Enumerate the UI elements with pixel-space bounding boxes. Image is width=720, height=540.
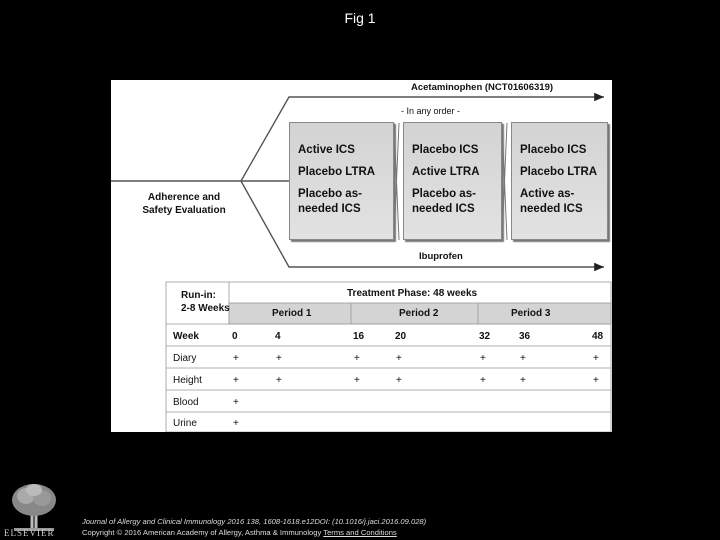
week-0: 0 (232, 331, 238, 342)
copyright-text: Copyright © 2016 American Academy of Allergy, Asthma & Immunology (82, 528, 322, 537)
runin-label: Run-in: 2-8 Weeks (181, 290, 230, 314)
schedule-row-diary: Diary (173, 353, 197, 364)
period-1-label: Period 1 (272, 308, 312, 319)
treatment-box-2: Placebo ICS Active LTRA Placebo as- needed ICS (403, 122, 502, 240)
mark-diary-16: + (354, 353, 360, 364)
mark-height-4: + (276, 375, 282, 386)
citation-block (82, 516, 426, 538)
mark-height-36: + (520, 375, 526, 386)
week-16: 16 (353, 331, 365, 342)
week-20: 20 (395, 331, 407, 342)
mark-height-32: + (480, 375, 486, 386)
week-32: 32 (479, 331, 491, 342)
order-note: - In any order - (401, 106, 461, 116)
mark-diary-48: + (593, 353, 599, 364)
mark-urine-0: + (233, 418, 239, 429)
mark-height-16: + (354, 375, 360, 386)
period-3-label: Period 3 (511, 308, 551, 319)
treatment-phase-label: Treatment Phase: 48 weeks (347, 288, 478, 299)
treatment-box-3: Placebo ICS Placebo LTRA Active as- needed ICS (511, 122, 608, 240)
mark-diary-0: + (233, 353, 239, 364)
publisher-name: ELSEVIER (4, 528, 55, 538)
mark-blood-0: + (233, 397, 239, 408)
adherence-label: Adherence and Safety Evaluation (142, 192, 226, 216)
schedule-row-blood: Blood (173, 397, 199, 408)
week-36: 36 (519, 331, 531, 342)
schedule-row-height: Height (173, 375, 202, 386)
figure-title: Fig 1 (344, 10, 376, 26)
mark-diary-32: + (480, 353, 486, 364)
figure-panel (111, 80, 612, 432)
ibuprofen-label: Ibuprofen (419, 251, 463, 262)
treatment-box-1: Active ICS Placebo LTRA Placebo as- needed ICS (289, 122, 394, 240)
acetaminophen-label: Acetaminophen (NCT01606319) (411, 82, 554, 93)
copyright-line (82, 527, 426, 538)
mark-height-20: + (396, 375, 402, 386)
period-2-label: Period 2 (399, 308, 439, 319)
citation-text: Journal of Allergy and Clinical Immunology 2016 138, 1608-1618.e12DOI: (10.1016/j.jaci.2016.09.028) (82, 517, 427, 526)
mark-diary-20: + (396, 353, 402, 364)
schedule-row-urine: Urine (173, 418, 197, 429)
mark-diary-4: + (276, 353, 282, 364)
week-row-label: Week (173, 331, 199, 342)
mark-height-0: + (233, 375, 239, 386)
terms-link[interactable]: Terms and Conditions (323, 528, 397, 537)
week-4: 4 (275, 331, 281, 342)
mark-height-48: + (593, 375, 599, 386)
mark-diary-36: + (520, 353, 526, 364)
week-48: 48 (592, 331, 604, 342)
